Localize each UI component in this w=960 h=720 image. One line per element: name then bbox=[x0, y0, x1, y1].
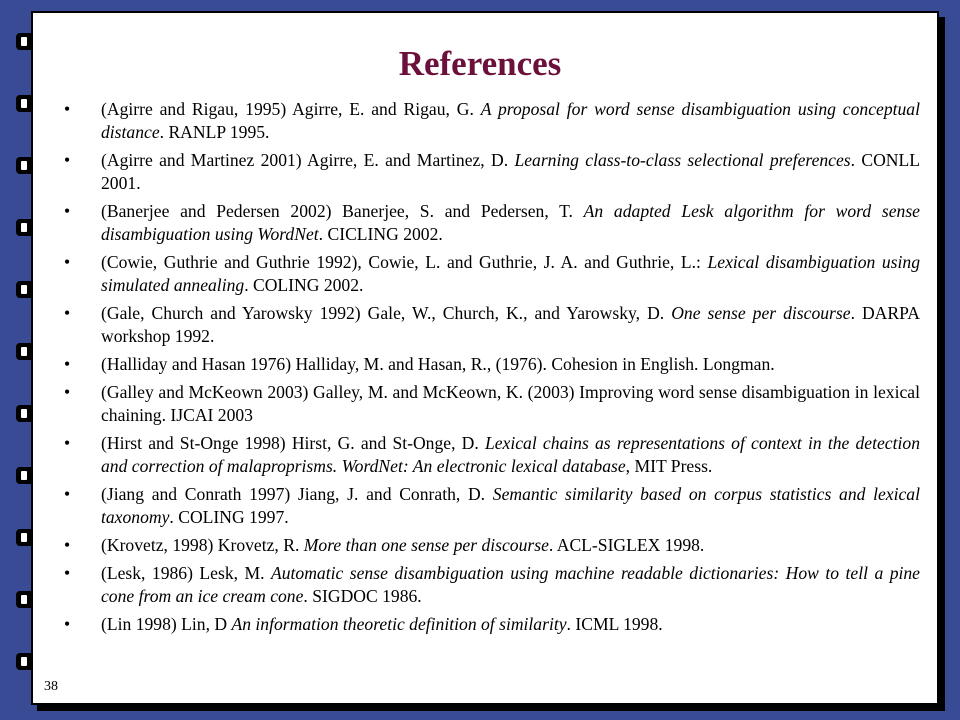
reference-title: One sense per discourse bbox=[671, 303, 851, 323]
reference-venue: . ICML 1998. bbox=[566, 614, 663, 634]
reference-title: Learning class-to-class selectional preferences bbox=[514, 150, 851, 170]
reference-text: (Galley and McKeown 2003) Galley, M. and McKeown, K. (2003) Improving word sense disambiguation in lexical chaining. IJCAI 2003 bbox=[101, 382, 920, 425]
reference-venue: . SIGDOC 1986. bbox=[303, 586, 422, 606]
bullet-icon: • bbox=[64, 252, 71, 272]
page-number: 38 bbox=[44, 679, 58, 694]
reference-venue: . ACL-SIGLEX 1998. bbox=[548, 535, 705, 555]
reference-text: (Gale, Church and Yarowsky 1992) Gale, W., Church, K., and Yarowsky, D. bbox=[101, 303, 672, 323]
reference-item bbox=[64, 302, 920, 348]
bullet-icon: • bbox=[64, 201, 71, 221]
reference-text: (Jiang and Conrath 1997) Jiang, J. and Conrath, D. bbox=[101, 484, 493, 504]
reference-title: More than one sense per discourse bbox=[303, 535, 549, 555]
reference-text: (Agirre and Martinez 2001) Agirre, E. and Martinez, D. bbox=[101, 150, 515, 170]
reference-title: Semantic similarity based on corpus statistics and lexical taxonomy bbox=[101, 484, 920, 527]
reference-item bbox=[64, 613, 920, 636]
reference-text: (Cowie, Guthrie and Guthrie 1992), Cowie, L. and Guthrie, J. A. and Guthrie, L.: bbox=[101, 252, 708, 272]
reference-title: Lexical disambiguation using simulated annealing bbox=[101, 252, 920, 295]
reference-venue: . COLING 2002. bbox=[244, 275, 364, 295]
reference-venue: . COLING 1997. bbox=[169, 507, 289, 527]
bullet-icon: • bbox=[64, 484, 71, 504]
bullet-icon: • bbox=[64, 303, 71, 323]
reference-venue: . CONLL 2001. bbox=[101, 150, 921, 193]
reference-list bbox=[64, 98, 920, 641]
bullet-icon: • bbox=[64, 614, 71, 634]
reference-text: (Krovetz, 1998) Krovetz, R. bbox=[101, 535, 304, 555]
reference-venue: . CICLING 2002. bbox=[318, 224, 443, 244]
reference-item bbox=[64, 251, 920, 297]
slide-title: References bbox=[398, 44, 562, 83]
reference-venue: . RANLP 1995. bbox=[159, 122, 270, 142]
reference-text: (Halliday and Hasan 1976) Halliday, M. and Hasan, R., (1976). Cohesion in English. Longman. bbox=[101, 354, 775, 374]
reference-text: (Lesk, 1986) Lesk, M. bbox=[101, 563, 271, 583]
reference-title: An adapted Lesk algorithm for word sense disambiguation using WordNet bbox=[101, 201, 920, 244]
reference-text: (Hirst and St-Onge 1998) Hirst, G. and St-Onge, D. bbox=[101, 433, 485, 453]
bullet-icon: • bbox=[64, 150, 71, 170]
reference-item bbox=[64, 353, 920, 376]
bullet-icon: • bbox=[64, 535, 71, 555]
reference-item bbox=[64, 432, 920, 478]
reference-item bbox=[64, 483, 920, 529]
bullet-icon: • bbox=[64, 354, 71, 374]
reference-text: (Lin 1998) Lin, D bbox=[101, 614, 232, 634]
reference-title: An information theoretic definition of similarity bbox=[231, 614, 567, 634]
reference-text: (Agirre and Rigau, 1995) Agirre, E. and Rigau, G. bbox=[101, 99, 481, 119]
bullet-icon: • bbox=[64, 99, 71, 119]
reference-venue: . DARPA workshop 1992. bbox=[101, 303, 920, 346]
reference-item bbox=[64, 149, 920, 195]
bullet-icon: • bbox=[64, 433, 71, 453]
reference-title: Automatic sense disambiguation using machine readable dictionaries: How to tell a pine cone from an ice cream cone bbox=[101, 563, 920, 606]
reference-item bbox=[64, 534, 920, 557]
reference-item bbox=[64, 200, 920, 246]
reference-text: (Banerjee and Pedersen 2002) Banerjee, S. and Pedersen, T. bbox=[101, 201, 584, 221]
reference-item bbox=[64, 562, 920, 608]
reference-venue: , MIT Press. bbox=[625, 456, 713, 476]
bullet-icon: • bbox=[64, 563, 71, 583]
reference-title: Lexical chains as representations of context in the detection and correction of malaproprisms. WordNet: An electronic lexical database bbox=[101, 433, 920, 476]
reference-title: A proposal for word sense disambiguation using conceptual distance bbox=[101, 99, 920, 142]
reference-item bbox=[64, 381, 920, 427]
reference-item bbox=[64, 98, 920, 144]
bullet-icon: • bbox=[64, 382, 71, 402]
